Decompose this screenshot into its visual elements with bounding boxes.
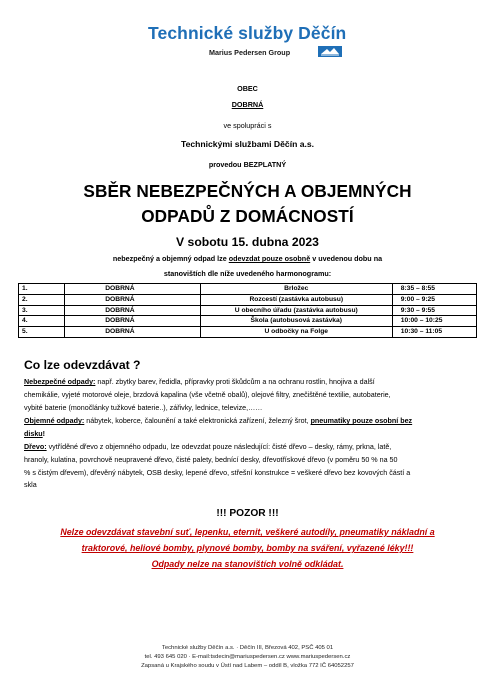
bulky-line1	[24, 415, 479, 428]
wood-line2: hranoly, kulatina, povrchově neupravené dřevo, čisté palety, bednící desky, dřevotřískové dřevo (v poměru 50 % na 50	[24, 455, 398, 464]
hazard-line2: chemikálie, vyjeté motorové oleje, brzdová kapalina (vše včetně obalů), olejové filtry, znečištěné textilie, autobaterie,	[24, 390, 391, 399]
row-village: DOBRNÁ	[65, 294, 201, 305]
row-number: 4.	[19, 316, 65, 327]
cooperation-text: ve spolupráci s	[223, 121, 272, 130]
logo-title: Technické služby Děčín	[148, 23, 347, 43]
hazard-text1: např. zbytky barev, ředidla, přípravky proti škůdcům a na ochranu rostlin, hnojiva a další	[95, 378, 375, 386]
notice-text-b: v uvedenou dobu na	[310, 254, 383, 263]
row-place: Škola (autobusová zastávka)	[200, 316, 392, 327]
footer-contact: tel. 493 645 020 · E-mail:tsdecin@mariuspedersen.cz www.mariuspedersen.cz	[144, 654, 351, 660]
warning-heading: !!! POZOR !!!	[216, 508, 279, 519]
row-time: 10:30 – 11:05	[392, 327, 476, 338]
table-row	[19, 294, 477, 305]
table-row	[19, 327, 477, 338]
hazardous-paragraph	[24, 376, 479, 414]
row-time: 8:35 – 8:55	[392, 284, 476, 295]
table-row	[19, 316, 477, 327]
row-place: U obecního úřadu (zastávka autobusu)	[200, 305, 392, 316]
wood-text1: vytříděné dřevo z objemného odpadu, lze odevzdat pouze následující: čisté dřevo – desky, rámy, prkna, latě,	[46, 443, 392, 451]
hazard-label: Nebezpečné odpady:	[24, 378, 96, 386]
bulky-label: Objemné odpady:	[24, 417, 85, 425]
row-place: U odbočky na Folge	[200, 327, 392, 338]
notice-line1	[0, 254, 495, 263]
row-time: 9:00 – 9:25	[392, 294, 476, 305]
bulky-exclaim: !	[42, 429, 46, 438]
row-village: DOBRNÁ	[65, 284, 201, 295]
logo-subtitle: Marius Pedersen Group	[209, 48, 291, 57]
hazard-line3: vybité baterie (monočlánky tužkové baterie..), zářivky, lednice, televize,……	[24, 403, 263, 412]
row-number: 1.	[19, 284, 65, 295]
row-number: 2.	[19, 294, 65, 305]
notice-line2: stanovištích dle níže uvedeného harmonogramu:	[163, 269, 332, 278]
hazard-line1	[24, 376, 479, 389]
bulky-paragraph	[24, 415, 479, 441]
bulky-text1: nábytek, koberce, čalounění a také elektronická zařízení, železný šrot,	[84, 417, 311, 425]
event-date: V sobotu 15. dubna 2023	[176, 235, 319, 249]
table-row	[19, 284, 477, 295]
table-row	[19, 305, 477, 316]
row-place: Rozcestí (zastávka autobusu)	[200, 294, 392, 305]
wood-paragraph	[24, 441, 479, 492]
bulky-line2	[24, 428, 479, 441]
notice-text-a: nebezpečný a objemný odpad lze	[112, 254, 229, 263]
bulky-tires-note: pneumatiky pouze osobní bez	[310, 417, 413, 425]
row-time: 10:00 – 10:25	[392, 316, 476, 327]
schedule-table	[18, 283, 477, 338]
warning-line1: Nelze odevzdávat stavební suť, lepenku, eternit, veškeré autodíly, pneumatiky nákladní a	[60, 527, 435, 537]
municipality-name: DOBRNÁ	[231, 100, 264, 109]
footer-registration: Zapsaná u Krajského soudu v Ústí nad Labem – oddíl B, vložka 772 IČ 64052257	[141, 663, 354, 669]
warning-line3: Odpady nelze na stanovištích volně odkládat.	[151, 559, 344, 569]
wood-line3: % s čistým dřevem), dřevěný nábytek, OSB desky, lepené dřevo, střešní konstrukce = veškeré dřevo bez kovových částí a	[24, 468, 411, 477]
obec-label: OBEC	[237, 84, 258, 93]
footer-address: Technické služby Děčín a.s. · Děčín III, Březová 402, PSČ 405 01	[161, 645, 334, 651]
row-place: Brložec	[200, 284, 392, 295]
row-village: DOBRNÁ	[65, 316, 201, 327]
warning-line2: traktorové, heliové bomby, plynové bomby, bomby na sváření, vyřazené léky!!!	[81, 543, 414, 553]
wood-line4: skla	[24, 481, 37, 490]
partner-name: Technickými službami Děčín a.s.	[180, 139, 315, 149]
section-heading: Co lze odevzdávat ?	[24, 358, 141, 372]
provedou-text: provedou BEZPLATNÝ	[208, 160, 287, 169]
row-number: 3.	[19, 305, 65, 316]
bulky-disk-note: disku	[24, 429, 43, 438]
wood-label: Dřevo:	[24, 443, 47, 451]
row-number: 5.	[19, 327, 65, 338]
page-title-line1: SBĚR NEBEZPEČNÝCH A OBJEMNÝCH	[83, 181, 412, 201]
page-title-line2: ODPADŮ Z DOMÁCNOSTÍ	[141, 206, 354, 226]
row-village: DOBRNÁ	[65, 327, 201, 338]
wood-line1	[24, 441, 479, 454]
row-village: DOBRNÁ	[65, 305, 201, 316]
mp-logo-icon	[318, 46, 342, 57]
row-time: 9:30 – 9:55	[392, 305, 476, 316]
notice-text-underlined: odevzdat pouze osobně	[228, 254, 311, 263]
